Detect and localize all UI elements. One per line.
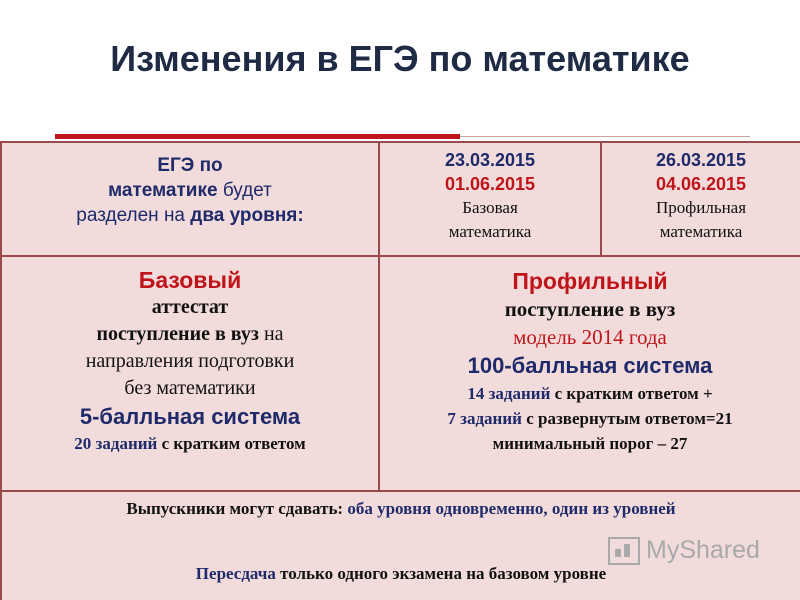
base-label-1: Базовая bbox=[462, 198, 518, 217]
comparison-table bbox=[0, 141, 800, 600]
row1-left-cell bbox=[2, 153, 378, 228]
base-line-2 bbox=[2, 321, 378, 348]
base-line-1: аттестат bbox=[151, 296, 229, 318]
title-underline-thin bbox=[460, 136, 750, 137]
profile-line-5 bbox=[380, 406, 800, 431]
profile-line-4-rest: с кратким ответом + bbox=[550, 384, 713, 403]
profile-line-4 bbox=[380, 381, 800, 406]
base-line-6 bbox=[2, 432, 378, 456]
base-level-heading: Базовый bbox=[138, 267, 242, 293]
row3-line2-lead: Пересдача bbox=[195, 564, 276, 583]
row-divider-2 bbox=[0, 490, 800, 492]
base-date-2: 01.06.2015 bbox=[444, 174, 536, 194]
slide-title: Изменения в ЕГЭ по математике bbox=[110, 38, 690, 79]
profile-date-2: 04.06.2015 bbox=[655, 174, 747, 194]
row1-right-cell bbox=[602, 148, 800, 244]
row1-left-line1: ЕГЭ по bbox=[157, 155, 223, 176]
row1-left-line3-plain: разделен на bbox=[76, 205, 191, 226]
profile-level-heading: Профильный bbox=[512, 268, 668, 294]
row2-left-cell bbox=[2, 267, 378, 456]
base-line-6-count: 20 заданий bbox=[74, 434, 158, 453]
profile-line-4-count: 14 заданий bbox=[467, 384, 551, 403]
profile-score-system: 100-балльная система bbox=[467, 353, 713, 378]
row3-line1 bbox=[2, 497, 800, 521]
row1-left-line2-rest: будет bbox=[217, 180, 272, 201]
base-line-2-bold: поступление в вуз bbox=[96, 323, 259, 345]
profile-date-1: 26.03.2015 bbox=[655, 150, 747, 170]
base-line-2-rest: на bbox=[258, 323, 284, 345]
profile-line-6: минимальный порог – 27 bbox=[492, 434, 688, 453]
profile-label-1: Профильная bbox=[655, 198, 747, 217]
row-divider-1 bbox=[0, 255, 800, 257]
profile-line-2: модель 2014 года bbox=[513, 325, 667, 349]
table-border-top bbox=[0, 141, 800, 143]
row1-left-line3 bbox=[2, 203, 378, 228]
profile-line-5-rest: с развернутым ответом=21 bbox=[521, 409, 733, 428]
row1-left-line3-bold: два уровня: bbox=[190, 205, 304, 226]
base-line-6-rest: с кратким ответом bbox=[157, 434, 306, 453]
myshared-logo-icon bbox=[608, 537, 640, 565]
row3-line1-rest: оба уровня одновременно, один из уровней bbox=[343, 499, 676, 518]
profile-line-1: поступление в вуз bbox=[504, 297, 676, 321]
row2-right-cell bbox=[380, 267, 800, 456]
base-score-system: 5-балльная система bbox=[79, 404, 301, 429]
profile-line-5-count: 7 заданий bbox=[447, 409, 522, 428]
base-line-3: направления подготовки bbox=[85, 350, 295, 372]
row3-line1-bold: Выпускники могут сдавать: bbox=[126, 499, 344, 518]
base-date-1: 23.03.2015 bbox=[444, 150, 536, 170]
base-label-2: математика bbox=[448, 222, 532, 241]
row3-line2-rest: только одного экзамена на базовом уровне bbox=[275, 564, 607, 583]
title-underline bbox=[55, 134, 460, 139]
row1-left-line2-bold: математике bbox=[108, 180, 218, 201]
base-line-4: без математики bbox=[124, 377, 256, 399]
row3-line2 bbox=[2, 562, 800, 586]
row1-left-line2 bbox=[2, 178, 378, 203]
profile-label-2: математика bbox=[659, 222, 743, 241]
watermark-text: MyShared bbox=[646, 536, 760, 564]
watermark bbox=[608, 536, 760, 565]
row1-mid-cell bbox=[380, 148, 600, 244]
